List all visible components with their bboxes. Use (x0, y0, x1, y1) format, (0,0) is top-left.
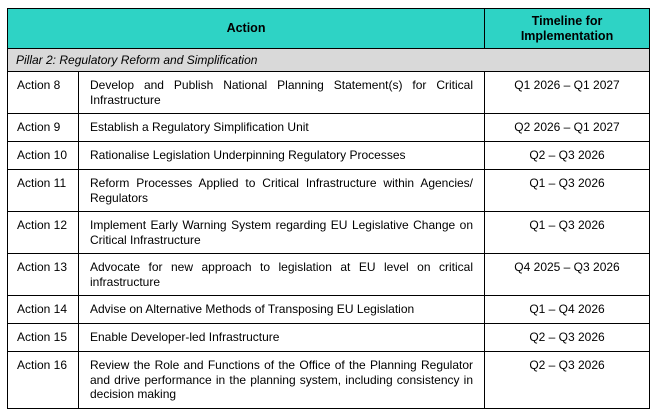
action-desc-cell: Develop and Publish National Planning Statement(s) for Critical Infrastructure (79, 72, 485, 114)
table-row (8, 114, 650, 142)
timeline-cell: Q2 2026 – Q1 2027 (485, 114, 650, 142)
timeline-cell: Q1 – Q3 2026 (485, 212, 650, 254)
action-id-cell: Action 11 (8, 170, 79, 212)
timeline-cell: Q4 2025 – Q3 2026 (485, 254, 650, 296)
action-desc-cell: Enable Developer-led Infrastructure (79, 324, 485, 352)
action-desc-cell: Advise on Alternative Methods of Transposing EU Legislation (79, 296, 485, 324)
action-column-header: Action (8, 9, 485, 49)
pillar-section-row (8, 49, 650, 72)
table-row (8, 352, 650, 408)
table-row (8, 296, 650, 324)
action-id-cell: Action 14 (8, 296, 79, 324)
action-id-cell: Action 13 (8, 254, 79, 296)
timeline-column-header: Timeline for Implementation (485, 9, 650, 49)
action-desc-cell: Review the Role and Functions of the Office of the Planning Regulator and drive performance in the planning system, including consistency in decision making (79, 352, 485, 408)
table-header-row (8, 9, 650, 49)
action-id-cell: Action 8 (8, 72, 79, 114)
action-desc-cell: Reform Processes Applied to Critical Infrastructure within Agencies/ Regulators (79, 170, 485, 212)
table-row (8, 324, 650, 352)
timeline-cell: Q2 – Q3 2026 (485, 352, 650, 408)
timeline-cell: Q1 2026 – Q1 2027 (485, 72, 650, 114)
action-id-cell: Action 9 (8, 114, 79, 142)
table-row (8, 170, 650, 212)
action-desc-cell: Advocate for new approach to legislation at EU level on critical infrastructure (79, 254, 485, 296)
table-row (8, 142, 650, 170)
timeline-cell: Q2 – Q3 2026 (485, 142, 650, 170)
action-id-cell: Action 10 (8, 142, 79, 170)
action-desc-cell: Implement Early Warning System regarding EU Legislative Change on Critical Infrastructure (79, 212, 485, 254)
table-row (8, 212, 650, 254)
timeline-cell: Q1 – Q4 2026 (485, 296, 650, 324)
action-id-cell: Action 12 (8, 212, 79, 254)
timeline-cell: Q2 – Q3 2026 (485, 324, 650, 352)
table-row (8, 72, 650, 114)
action-desc-cell: Establish a Regulatory Simplification Unit (79, 114, 485, 142)
action-timeline-table (7, 8, 650, 409)
action-desc-cell: Rationalise Legislation Underpinning Regulatory Processes (79, 142, 485, 170)
table-row (8, 254, 650, 296)
action-id-cell: Action 15 (8, 324, 79, 352)
action-id-cell: Action 16 (8, 352, 79, 408)
timeline-cell: Q1 – Q3 2026 (485, 170, 650, 212)
pillar-section-label: Pillar 2: Regulatory Reform and Simplification (8, 49, 650, 72)
